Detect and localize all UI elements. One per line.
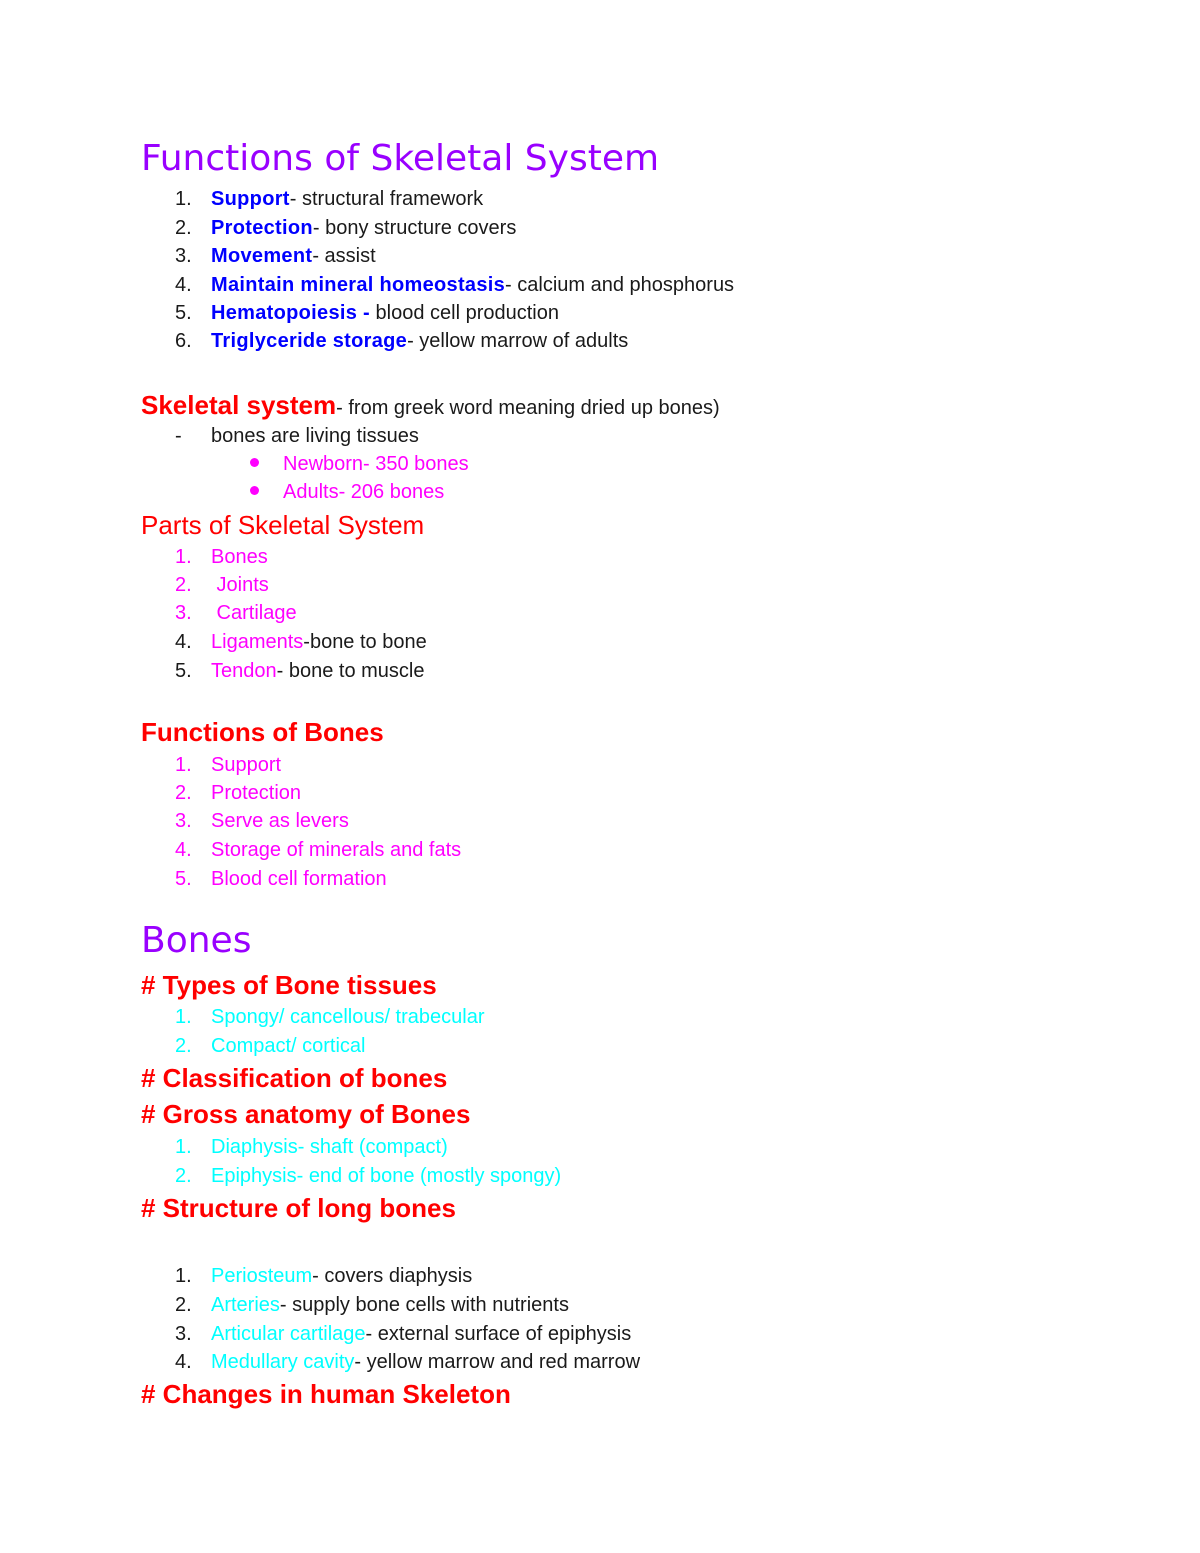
dash-marker: - bbox=[175, 425, 182, 447]
list-item bbox=[175, 187, 483, 211]
list-item bbox=[175, 329, 628, 353]
list-number: 3. bbox=[175, 602, 192, 624]
description: blood cell production bbox=[369, 302, 559, 324]
description: - structural framework bbox=[289, 188, 484, 210]
description: - covers diaphysis bbox=[312, 1265, 473, 1287]
item-text: Support bbox=[211, 754, 282, 776]
list-item bbox=[175, 573, 269, 597]
list-number: 4. bbox=[175, 631, 192, 653]
item-text: Blood cell formation bbox=[211, 868, 387, 890]
heading-structure-long-bones: # Structure of long bones bbox=[141, 1193, 456, 1223]
list-number: 5. bbox=[175, 868, 192, 890]
sub-text: bones are living tissues bbox=[211, 425, 419, 447]
item-text: Protection bbox=[211, 782, 302, 804]
heading-changes-skeleton: # Changes in human Skeleton bbox=[141, 1379, 511, 1409]
list-item bbox=[175, 601, 297, 625]
list-number: 2. bbox=[175, 1165, 192, 1187]
description: - yellow marrow of adults bbox=[407, 330, 629, 352]
description: - external surface of epiphysis bbox=[365, 1323, 632, 1345]
list-number: 1. bbox=[175, 188, 192, 210]
list-number: 3. bbox=[175, 1323, 192, 1345]
term: Tendon bbox=[211, 660, 277, 682]
term: Movement bbox=[211, 245, 313, 267]
description: - bony structure covers bbox=[312, 217, 517, 239]
term: Hematopoiesis - bbox=[211, 302, 370, 324]
list-number: 6. bbox=[175, 330, 192, 352]
list-number: 5. bbox=[175, 302, 192, 324]
list-item bbox=[175, 273, 734, 297]
description: - from greek word meaning dried up bones) bbox=[336, 397, 720, 419]
heading-functions-bones: Functions of Bones bbox=[141, 717, 384, 747]
list-number: 5. bbox=[175, 660, 192, 682]
term: Triglyceride storage bbox=[211, 330, 408, 352]
list-item bbox=[175, 753, 281, 777]
list-number: 3. bbox=[175, 810, 192, 832]
list-number: 2. bbox=[175, 1035, 192, 1057]
list-number: 4. bbox=[175, 839, 192, 861]
term: Periosteum bbox=[211, 1265, 313, 1287]
title-bones: Bones bbox=[141, 920, 252, 961]
list-number: 1. bbox=[175, 1006, 192, 1028]
term: Skeletal system bbox=[141, 390, 337, 420]
bullet-text: Adults- 206 bones bbox=[283, 481, 445, 503]
list-item bbox=[175, 301, 559, 325]
list-number: 1. bbox=[175, 546, 192, 568]
description: - yellow marrow and red marrow bbox=[354, 1351, 641, 1373]
list-item bbox=[175, 781, 301, 805]
heading-gross-anatomy: # Gross anatomy of Bones bbox=[141, 1099, 471, 1129]
list-item bbox=[175, 1164, 561, 1188]
skeletal-system-definition bbox=[141, 390, 720, 423]
description: - calcium and phosphorus bbox=[505, 274, 735, 296]
list-number: 4. bbox=[175, 274, 192, 296]
list-item bbox=[175, 216, 516, 240]
item-text: Compact/ cortical bbox=[211, 1035, 366, 1057]
list-number: 2. bbox=[175, 782, 192, 804]
list-number: 2. bbox=[175, 574, 192, 596]
term: Ligaments bbox=[211, 631, 304, 653]
heading-classification: # Classification of bones bbox=[141, 1063, 448, 1093]
bullet-text: Newborn- 350 bones bbox=[283, 453, 469, 475]
term: Protection bbox=[211, 217, 313, 239]
term: Maintain mineral homeostasis bbox=[211, 274, 506, 296]
item-text: Diaphysis- shaft (compact) bbox=[211, 1136, 448, 1158]
term: Support bbox=[211, 188, 290, 210]
list-number: 3. bbox=[175, 245, 192, 267]
term: Articular cartilage bbox=[211, 1323, 366, 1345]
list-number: 4. bbox=[175, 1351, 192, 1373]
list-item bbox=[175, 1264, 472, 1288]
list-number: 2. bbox=[175, 217, 192, 239]
list-item bbox=[175, 1005, 485, 1029]
list-item bbox=[175, 1293, 569, 1317]
list-number: 2. bbox=[175, 1294, 192, 1316]
item-text: Storage of minerals and fats bbox=[211, 839, 462, 861]
list-item bbox=[175, 1350, 640, 1374]
list-item bbox=[175, 1135, 448, 1159]
list-item bbox=[250, 452, 469, 476]
list-item bbox=[175, 630, 427, 654]
list-item bbox=[250, 480, 444, 504]
list-item bbox=[175, 1034, 366, 1058]
list-number: 1. bbox=[175, 754, 192, 776]
item-text: Spongy/ cancellous/ trabecular bbox=[211, 1006, 485, 1028]
term: Cartilage bbox=[211, 602, 297, 624]
description: - bone to muscle bbox=[276, 660, 425, 682]
term: Joints bbox=[211, 574, 269, 596]
bullet-icon bbox=[250, 486, 259, 495]
description: - supply bone cells with nutrients bbox=[279, 1294, 569, 1316]
title-functions-skeletal: Functions of Skeletal System bbox=[141, 138, 660, 179]
list-item bbox=[175, 244, 376, 268]
list-item bbox=[175, 867, 387, 891]
bullet-icon bbox=[250, 458, 259, 467]
list-number: 1. bbox=[175, 1265, 192, 1287]
list-item bbox=[175, 659, 424, 683]
list-item bbox=[175, 424, 419, 448]
description: -bone to bone bbox=[303, 631, 427, 653]
list-item bbox=[175, 838, 461, 862]
item-text: Epiphysis- end of bone (mostly spongy) bbox=[211, 1165, 562, 1187]
description: - assist bbox=[312, 245, 376, 267]
heading-parts: Parts of Skeletal System bbox=[141, 510, 425, 540]
list-item bbox=[175, 545, 268, 569]
term: Medullary cavity bbox=[211, 1351, 355, 1373]
item-text: Serve as levers bbox=[211, 810, 349, 832]
list-item bbox=[175, 809, 349, 833]
term: Bones bbox=[211, 546, 268, 568]
heading-types-bone-tissues: # Types of Bone tissues bbox=[141, 970, 437, 1000]
term: Arteries bbox=[211, 1294, 280, 1316]
list-number: 1. bbox=[175, 1136, 192, 1158]
list-item bbox=[175, 1322, 631, 1346]
